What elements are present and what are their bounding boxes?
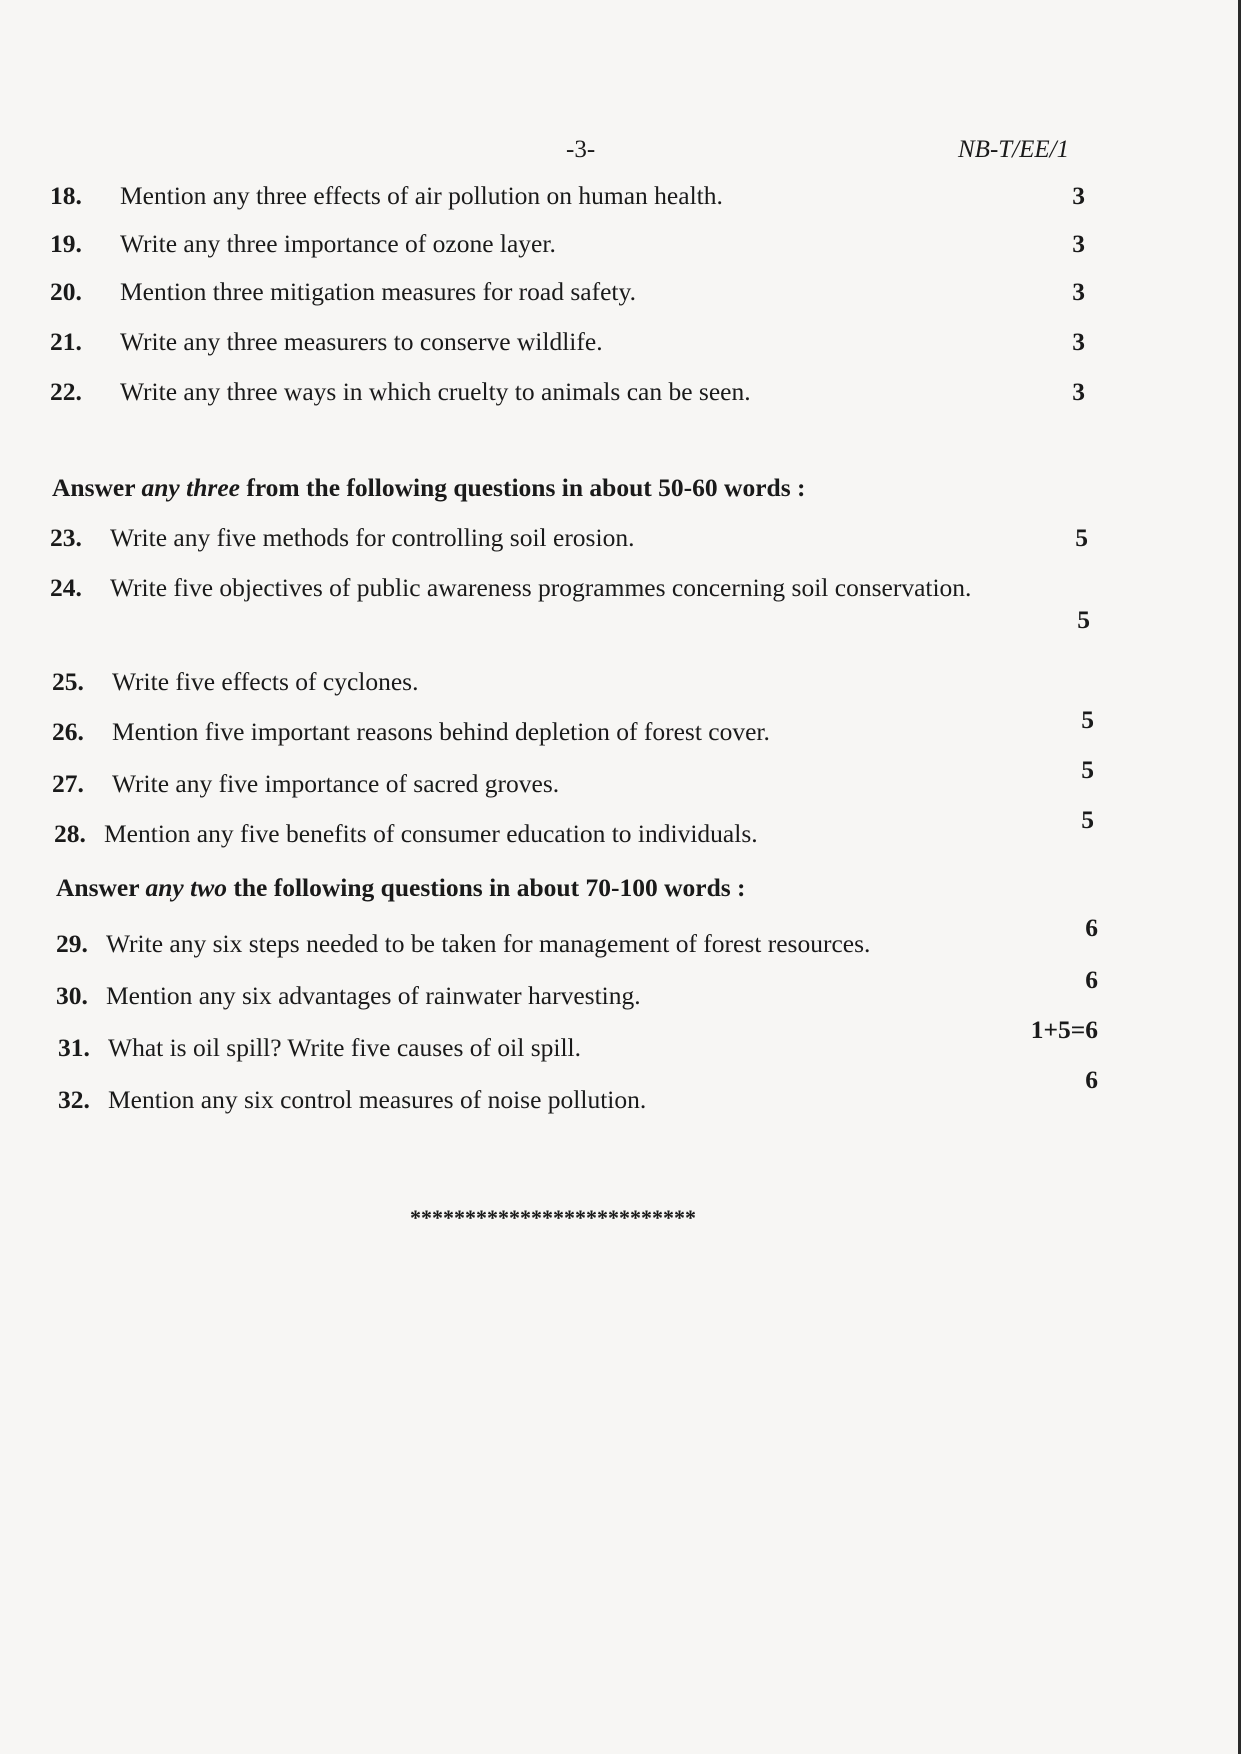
- end-of-paper-marker: **************************: [410, 1205, 696, 1230]
- question-number: 27.: [52, 769, 84, 798]
- section-b-instruction: [52, 472, 806, 504]
- question-text: What is oil spill? Write five causes of oil spill.: [108, 1033, 581, 1062]
- section-c-instruction: [56, 872, 746, 904]
- question-number: 20.: [50, 277, 82, 306]
- question-marks: 3: [1072, 229, 1085, 258]
- question-number: 32.: [58, 1085, 90, 1114]
- question-number: 30.: [56, 981, 88, 1010]
- question-text: Write five objectives of public awareness programmes concerning soil conservation.: [110, 573, 972, 602]
- question-marks: 5: [1081, 805, 1094, 834]
- question-marks: 3: [1072, 181, 1085, 210]
- page-header: [0, 136, 1241, 170]
- question-number: 24.: [50, 573, 82, 602]
- question-marks: 5: [1081, 755, 1094, 784]
- paper-code: NB-T/EE/1: [958, 136, 1070, 163]
- question-number: 26.: [52, 717, 84, 746]
- question-marks: 5: [1075, 523, 1088, 552]
- instruction-suffix: from the following questions in about 50-60 words :: [239, 473, 806, 502]
- question-text: Write any three ways in which cruelty to animals can be seen.: [120, 377, 751, 406]
- question-marks: 5: [1077, 605, 1090, 634]
- instruction-emphasis: any two: [145, 873, 227, 902]
- question-text: Write any five importance of sacred groves.: [112, 769, 560, 798]
- question-text: Mention three mitigation measures for road safety.: [120, 277, 636, 306]
- question-text: Mention any six advantages of rainwater harvesting.: [106, 981, 641, 1010]
- question-number: 28.: [54, 819, 86, 848]
- question-marks: 5: [1081, 705, 1094, 734]
- question-text: Write any three measurers to conserve wildlife.: [120, 327, 603, 356]
- question-number: 18.: [50, 181, 82, 210]
- question-text: Mention any six control measures of noise pollution.: [108, 1085, 647, 1114]
- question-marks: 6: [1085, 913, 1098, 942]
- question-marks: 6: [1085, 965, 1098, 994]
- question-number: 23.: [50, 523, 82, 552]
- question-text: Write any three importance of ozone layer.: [120, 229, 556, 258]
- question-number: 25.: [52, 667, 84, 696]
- question-marks: 3: [1072, 327, 1085, 356]
- question-text: Mention five important reasons behind depletion of forest cover.: [112, 717, 770, 746]
- question-number: 31.: [58, 1033, 90, 1062]
- question-text: Write any five methods for controlling soil erosion.: [110, 523, 635, 552]
- question-marks: 1+5=6: [1030, 1015, 1098, 1044]
- question-number: 19.: [50, 229, 82, 258]
- question-marks: 3: [1072, 277, 1085, 306]
- instruction-prefix: Answer: [52, 473, 142, 502]
- question-text: Mention any five benefits of consumer education to individuals.: [104, 819, 758, 848]
- question-text: Mention any three effects of air pollution on human health.: [120, 181, 723, 210]
- question-marks: 6: [1085, 1065, 1098, 1094]
- instruction-emphasis: any three: [141, 473, 240, 502]
- question-number: 21.: [50, 327, 82, 356]
- instruction-prefix: Answer: [56, 873, 146, 902]
- question-text: Write any six steps needed to be taken for management of forest resources.: [106, 929, 871, 958]
- question-number: 22.: [50, 377, 82, 406]
- question-number: 29.: [56, 929, 88, 958]
- question-text: Write five effects of cyclones.: [112, 667, 419, 696]
- question-marks: 3: [1072, 377, 1085, 406]
- instruction-suffix: the following questions in about 70-100 words :: [226, 873, 746, 902]
- page-number: -3-: [566, 136, 596, 163]
